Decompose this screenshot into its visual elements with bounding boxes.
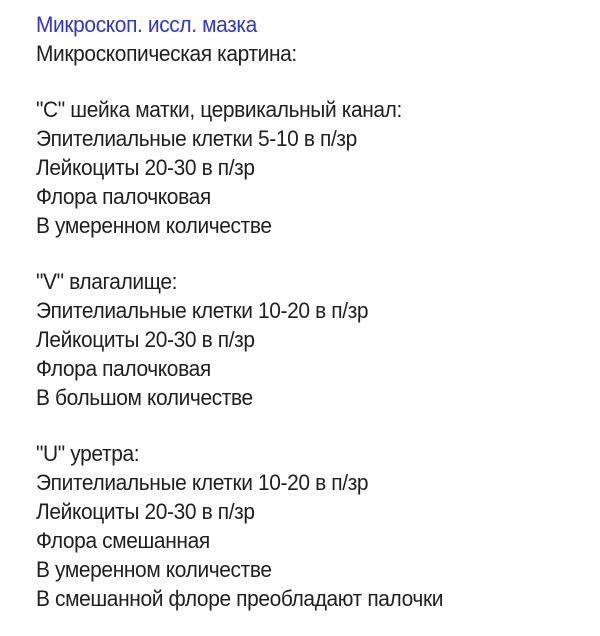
finding-epithelial: Эпителиальные клетки 10-20 в п/зр [36, 470, 369, 495]
section-cervix [36, 95, 592, 240]
report-subtitle: Микроскопическая картина: [36, 41, 297, 66]
section-heading: "V" влагалище: [36, 269, 178, 294]
section-spacer [36, 240, 592, 267]
microscopy-report [36, 10, 592, 613]
finding-flora: Флора смешанная [36, 528, 210, 553]
finding-amount: В большом количестве [36, 385, 253, 410]
finding-flora: Флора палочковая [36, 184, 211, 209]
finding-epithelial: Эпителиальные клетки 10-20 в п/зр [36, 298, 369, 323]
finding-flora-note: В смешанной флоре преобладают палочки [36, 586, 444, 611]
report-title: Микроскоп. иссл. мазка [36, 12, 257, 37]
finding-amount: В умеренном количестве [36, 213, 272, 238]
section-vagina [36, 267, 592, 412]
section-spacer [36, 68, 592, 95]
finding-epithelial: Эпителиальные клетки 5-10 в п/зр [36, 126, 357, 151]
section-heading: "C" шейка матки, цервикальный канал: [36, 97, 402, 122]
finding-leukocytes: Лейкоциты 20-30 в п/зр [36, 327, 255, 352]
finding-flora: Флора палочковая [36, 356, 211, 381]
finding-amount: В умеренном количестве [36, 557, 272, 582]
finding-leukocytes: Лейкоциты 20-30 в п/зр [36, 155, 255, 180]
finding-leukocytes: Лейкоциты 20-30 в п/зр [36, 499, 255, 524]
section-spacer [36, 412, 592, 439]
section-urethra [36, 439, 592, 613]
section-heading: "U" уретра: [36, 441, 140, 466]
